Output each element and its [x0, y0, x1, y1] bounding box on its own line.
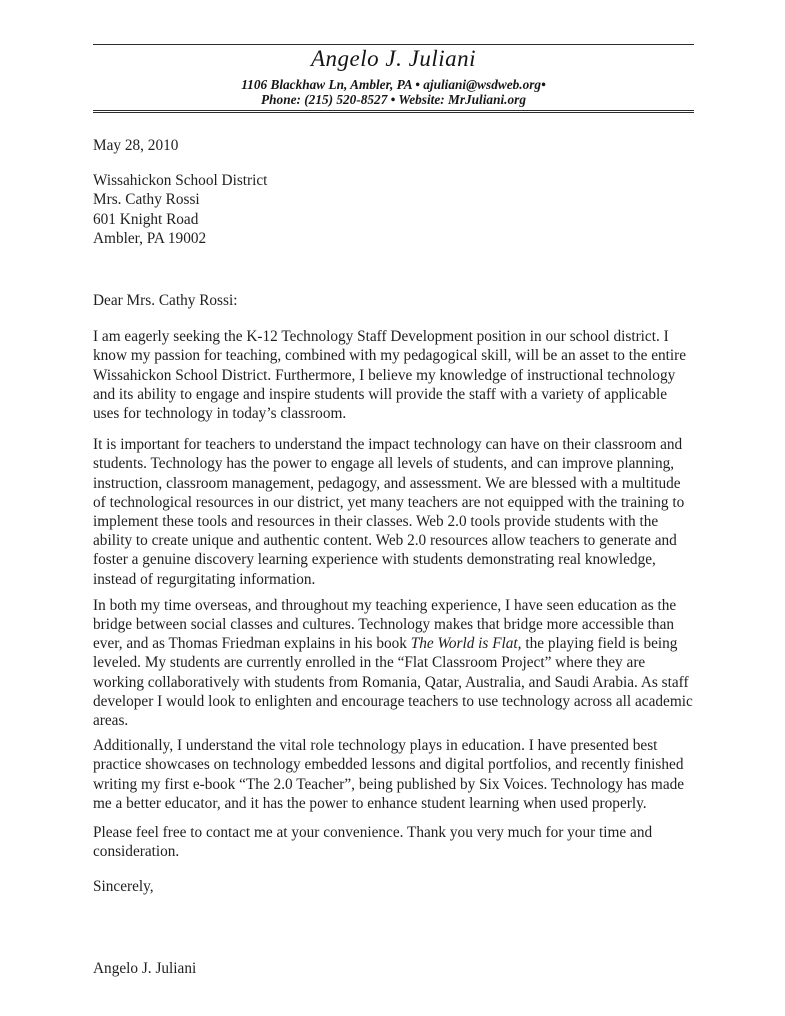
letterhead-contact-line1: 1106 Blackhaw Ln, Ambler, PA • ajuliani@wsdweb.org•	[241, 77, 546, 92]
paragraph-5: Please feel free to contact me at your convenience. Thank you very much for your time and consideration.	[93, 824, 653, 861]
salutation: Dear Mrs. Cathy Rossi:	[93, 292, 238, 310]
book-title: The World is Flat,	[410, 635, 522, 653]
recipient-name: Mrs. Cathy Rossi	[93, 191, 200, 209]
closing: Sincerely,	[93, 877, 154, 895]
paragraph-3	[93, 596, 694, 730]
letterhead-bottom-rule	[93, 110, 694, 113]
paragraph-3-text-after-book-title: the playing field is being leveled. My students are currently enrolled in the “Flat Classroom Project” where they are working collaboratively with students from Romania, Qatar, Australia, and Saudi Arabia. As staff developer I would look to enlighten and encourage teachers to use technology across all academic areas.	[93, 635, 693, 730]
recipient-address-block	[93, 171, 694, 248]
paragraph-3-text-before-book-title: In both my time overseas, and throughout my teaching experience, I have seen education as the bridge between social classes and cultures. Technology makes that bridge more accessible than ever, and as Thomas Friedman explains in his book	[93, 596, 677, 653]
paragraph-2: It is important for teachers to understand the impact technology can have on their classroom and students. Technology has the power to engage all levels of students, and can improve planning, instruction, classroom management, pedagogy, and assessment. We are blessed with a multitude of technological resources in our district, yet many teachers are not equipped with the training to implement these tools and resources in their classes. Web 2.0 tools provide students with the ability to create unique and authentic content. Web 2.0 resources allow teachers to generate and foster a genuine discovery learning experience with students demonstrating real knowledge, instead of regurgitating information.	[93, 436, 685, 588]
recipient-street: 601 Knight Road	[93, 210, 199, 228]
letter-date: May 28, 2010	[93, 137, 179, 154]
signature-name: Angelo J. Juliani	[93, 959, 197, 977]
paragraph-4: Additionally, I understand the vital role technology plays in education. I have presented best practice showcases on technology embedded lessons and digital portfolios, and recently finished writing my first e-book “The 2.0 Teacher”, being published by Six Voices. Technology has made me a better educator, and it has the power to enhance student learning when used properly.	[93, 737, 685, 812]
paragraph-1: I am eagerly seeking the K-12 Technology Staff Development position in our school district. I know my passion for teaching, combined with my pedagogical skill, will be an asset to the entire Wissahickon School District. Furthermore, I believe my knowledge of instructional technology and its ability to engage and inspire students will provide the staff with a variety of applicable uses for technology in today’s classroom.	[93, 328, 687, 423]
recipient-city-state-zip: Ambler, PA 19002	[93, 229, 207, 247]
letter-content	[93, 0, 694, 978]
recipient-organization: Wissahickon School District	[93, 172, 268, 190]
letterhead-contact-line2: Phone: (215) 520-8527 • Website: MrJuliani.org	[261, 92, 526, 107]
letterhead-name: Angelo J. Juliani	[311, 46, 476, 71]
